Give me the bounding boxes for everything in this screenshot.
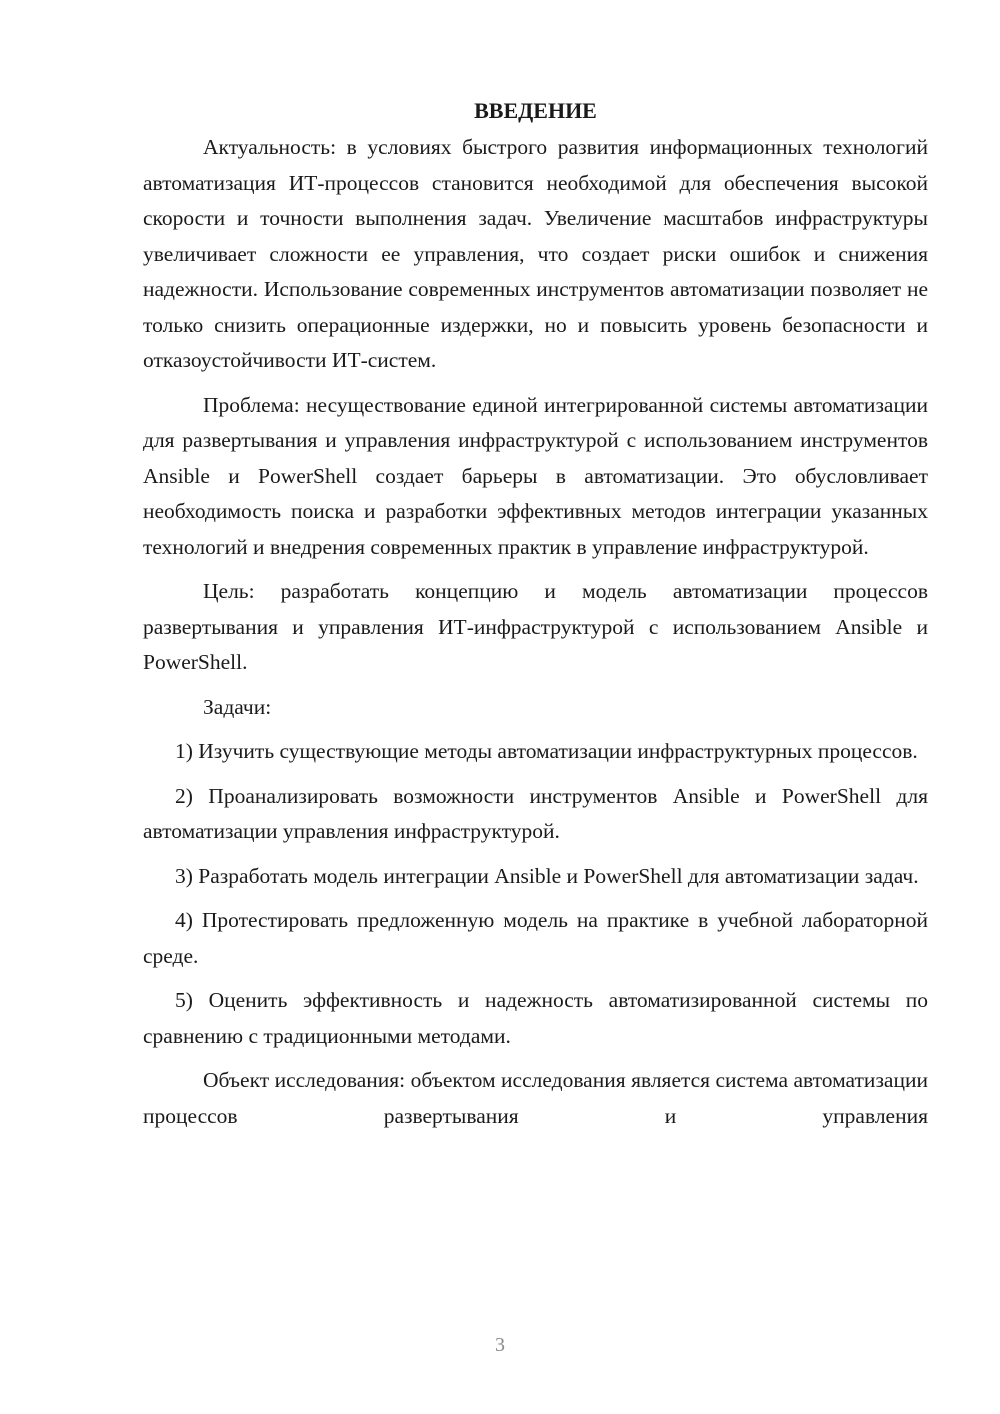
paragraph-object: Объект исследования: объектом исследования является система автоматизации процессов развертывания и управления (143, 1068, 928, 1128)
task-item-2: 2) Проанализировать возможности инструментов Ansible и PowerShell для автоматизации управления инфраструктурой. (143, 783, 928, 843)
page-number: 3 (495, 1334, 505, 1356)
section-title: ВВЕДЕНИЕ (474, 98, 597, 123)
paragraph-goal: Цель: разработать концепцию и модель автоматизации процессов развертывания и управления ИТ-инфраструктурой с использованием Ansible и PowerShell. (143, 579, 928, 674)
task-item-3: 3) Разработать модель интеграции Ansible и PowerShell для автоматизации задач. (175, 863, 919, 888)
paragraph-relevance: Актуальность: в условиях быстрого развития информационных технологий автоматизация ИТ-процессов становится необходимой для обеспечения высокой скорости и точности выполнения задач. Увеличение масштабов инфраструктуры увеличивает сложности ее управления, что создает риски ошибок и снижения надежности. Использование современных инструментов автоматизации позволяет не только снизить операционные издержки, но и повысить уровень безопасности и отказоустойчивости ИТ-систем. (143, 135, 928, 372)
page-content (143, 96, 928, 1134)
task-item-5: 5) Оценить эффективность и надежность автоматизированной системы по сравнению с традиционными методами. (143, 988, 928, 1048)
task-item-4: 4) Протестировать предложенную модель на практике в учебной лабораторной среде. (143, 908, 928, 968)
task-item-1: 1) Изучить существующие методы автоматизации инфраструктурных процессов. (175, 739, 918, 763)
tasks-heading: Задачи: (203, 694, 272, 719)
paragraph-problem: Проблема: несуществование единой интегрированной системы автоматизации для развертывания и управления инфраструктурой с использованием инструментов Ansible и PowerShell создает барьеры в автоматизации. Это обусловливает необходимость поиска и разработки эффективных методов интеграции указанных технологий и внедрения современных практик в управление инфраструктурой. (143, 392, 928, 559)
